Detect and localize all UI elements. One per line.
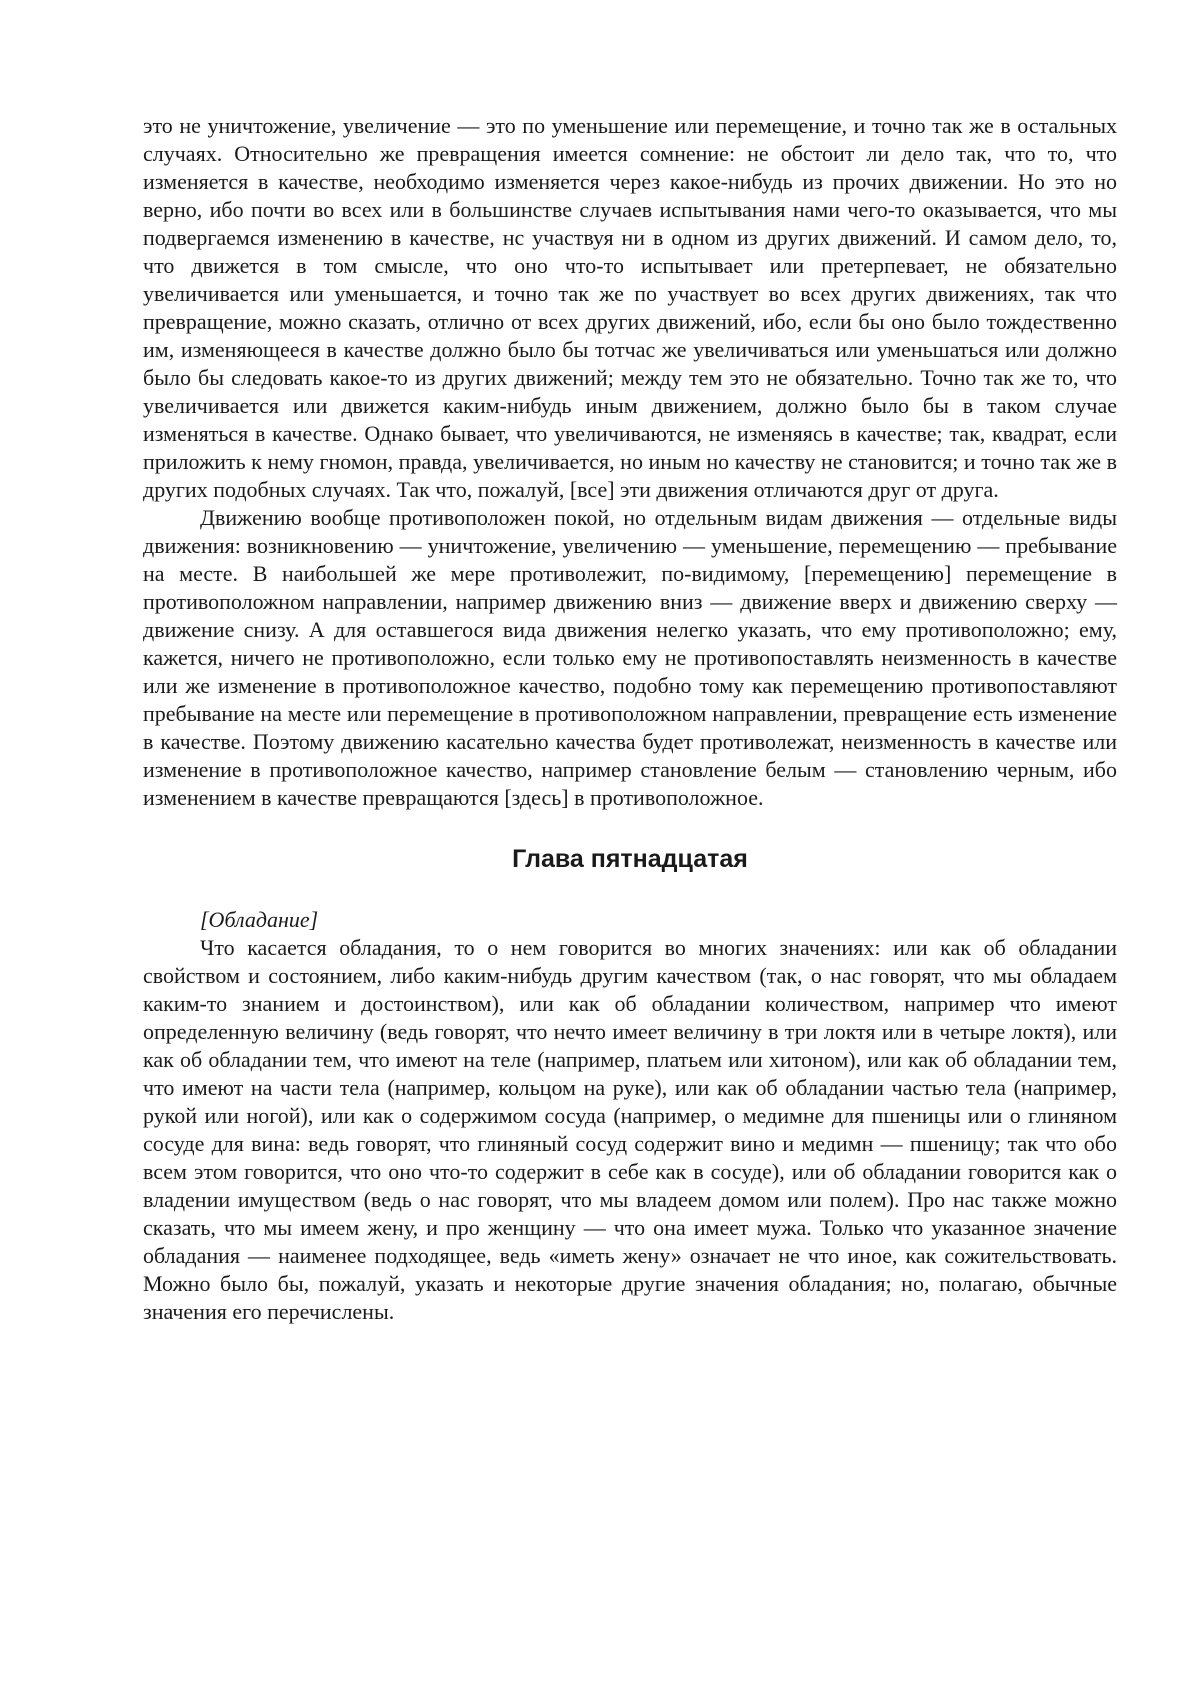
body-paragraph: Движению вообще противоположен покой, но отдельным видам движения — отдельные виды движения: возникновению — уничтожение, увеличению — уменьшение, перемещению — пребывание на месте. В наибольшей же мере противолежит, по-видимому, [перемещению] перемещение в противоположном направлении, например движению вниз — движение вверх и движению сверху — движение снизу. А для оставшегося вида движения нелегко указать, что ему противоположно; ему, кажется, ничего не противоположно, если только ему не противопоставлять неизменность в качестве или же изменение в противоположное качество, подобно тому как перемещению противопоставляют пребывание на месте или перемещение в противоположном направлении, превращение есть изменение в качестве. Поэтому движению касательно качества будет противолежат, неизменность в качестве или изменение в противоположное качество, например становление белым — становлению черным, ибо изменением в качестве превращаются [здесь] в противоположное. bbox=[143, 505, 1117, 810]
body-paragraph: это не уничтожение, увеличение — это по уменьшение или перемещение, и точно так же в остальных случаях. Относительно же превращения имеется сомнение: не обстоит ли дело так, что то, что изменяется в качестве, необходимо изменяется через какое-нибудь из прочих движении. Но это но верно, ибо почти во всех или в большинстве случаев испытывания нами чего-то оказывается, что мы подвергаемся изменению в качестве, нс участвуя ни в одном из других движений. И самом дело, то, что движется в том смысле, что оно что-то испытывает или претерпевает, не обязательно увеличивается или уменьшается, и точно так же по участвует во всех других движениях, так что превращение, можно сказать, отлично от всех других движений, ибо, если бы оно было тождественно им, изменяющееся в качестве должно было бы тотчас же увеличиваться или уменьшаться или должно было бы следовать какое-то из других движений; между тем это не обязательно. Точно так же то, что увеличивается или движется каким-нибудь иным движением, должно было бы в таком случае изменяться в качестве. Однако бывает, что увеличиваются, не изменяясь в качестве; так, квадрат, если приложить к нему гномон, правда, увеличивается, но иным но качеству не становится; и точно так же в других подобных случаях. Так что, пожалуй, [все] эти движения отличаются друг от друга. bbox=[143, 113, 1117, 502]
section-label: [Обладание] bbox=[200, 907, 319, 932]
body-paragraph: Что касается обладания, то о нем говорится во многих значениях: или как об обладании свойством и состоянием, либо каким-нибудь другим качеством (так, о нас говорят, что мы обладаем каким-то знанием и достоинством), или как об обладании количеством, например что имеют определенную величину (ведь говорят, что нечто имеет величину в три локтя или в четыре локтя), или как об обладании тем, что имеют на теле (например, платьем или хитоном), или как об обладании тем, что имеют на части тела (например, кольцом на руке), или как об обладании частью тела (например, рукой или ногой), или как о содержимом сосуда (например, о медимне для пшеницы или о глиняном сосуде для вина: ведь говорят, что глиняный сосуд содержит вино и медимн — пшеницу; так что обо всем этом говорится, что оно что-то содержит в себе как в сосуде), или об обладании говорится как о владении имуществом (ведь о нас говорят, что мы владеем домом или полем). Про нас также можно сказать, что мы имеем жену, и про женщину — что она имеет мужа. Только что указанное значение обладания — наименее подходящее, ведь «иметь жену» означает не что иное, как сожительствовать. Можно было бы, пожалуй, указать и некоторые другие значения обладания; но, полагаю, обычные значения его перечислены. bbox=[143, 935, 1117, 1324]
document-page bbox=[143, 112, 1117, 1326]
chapter-title: Глава пятнадцатая bbox=[512, 845, 748, 873]
